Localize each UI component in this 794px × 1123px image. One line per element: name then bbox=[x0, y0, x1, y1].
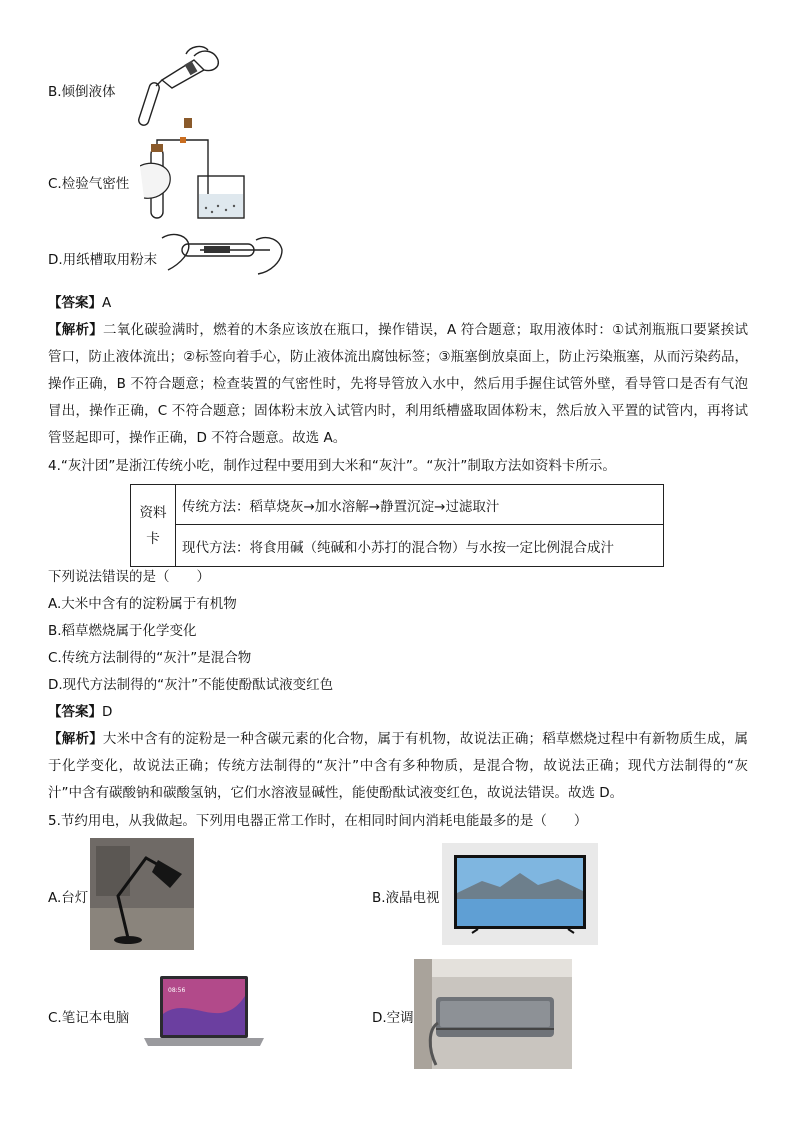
laptop-clock: 08:56 bbox=[168, 987, 186, 994]
q4-option-a: A.大米中含有的淀粉属于有机物 bbox=[48, 596, 237, 612]
q3-analysis-text: 二氧化碳验满时，燃着的木条应该放在瓶口，操作错误，A 符合题意；取用液体时：①试剂瓶瓶口要紧挨试管口，防止液体流出；②标签向着手心，防止液体流出腐蚀标签；③瓶塞倒放桌面上，防止污染瓶塞，从而污染药品，操作正确，B 不符合题意；检查装置的气密性时，先将导管放入水中，然后用手握住试管外壁，看导管口是否有气泡冒出，操作正确，C 不符合题意；固体粉末放入试管内时，利用纸槽盛取固体粉末，然后放入平置的试管内，再将试管竖起即可，操作正确，D 不符合题意。故选 A。 bbox=[48, 322, 748, 446]
q3-option-d: D.用纸槽取用粉末 bbox=[48, 252, 158, 268]
q5-option-d: D.空调 bbox=[372, 1010, 414, 1026]
q4-question: 下列说法错误的是（ ） bbox=[48, 569, 210, 585]
q5-option-b: B.液晶电视 bbox=[372, 890, 440, 906]
card-head: 资料卡 bbox=[131, 485, 176, 567]
q4-analysis-text: 大米中含有的淀粉是一种含碳元素的化合物，属于有机物，故说法正确；稻草燃烧过程中有新物质生成，属于化学变化，故说法正确；传统方法制得的“灰汁”中含有多种物质，是混合物，故说法正确；现代方法制得的“灰汁”中含有碳酸钠和碳酸氢钠，它们水溶液显碱性，能使酚酞试液变红色，故说法错误。故选 D。 bbox=[48, 731, 749, 801]
paper-trough-illustration bbox=[160, 228, 284, 282]
q5-option-c: C.笔记本电脑 bbox=[48, 1010, 130, 1026]
q3-analysis-tag: 【解析】 bbox=[48, 322, 104, 338]
q4-answer bbox=[48, 699, 112, 726]
q4-analysis-tag: 【解析】 bbox=[48, 731, 103, 747]
q4-option-c: C.传统方法制得的“灰汁”是混合物 bbox=[48, 650, 252, 666]
q4-option-b: B.稻草燃烧属于化学变化 bbox=[48, 623, 197, 639]
desk-lamp-photo bbox=[90, 838, 194, 950]
q4-stem: 4.“灰汁团”是浙江传统小吃，制作过程中要用到大米和“灰汁”。“灰汁”制取方法如资料卡所示。 bbox=[48, 458, 616, 474]
card-row-modern: 现代方法：将食用碱（纯碱和小苏打的混合物）与水按一定比例混合成汁 bbox=[176, 525, 664, 567]
q3-answer-tag: 【答案】 bbox=[48, 295, 102, 311]
q4-option-d: D.现代方法制得的“灰汁”不能使酚酞试液变红色 bbox=[48, 677, 334, 693]
card-row-traditional: 传统方法：稻草烧灰→加水溶解→静置沉淀→过滤取汁 bbox=[176, 485, 664, 525]
q3-answer bbox=[48, 290, 111, 317]
air-conditioner-photo bbox=[414, 959, 572, 1069]
q3-analysis bbox=[48, 317, 748, 452]
q5-option-a: A.台灯 bbox=[48, 890, 89, 906]
q5-stem: 5.节约用电，从我做起。下列用电器正常工作时，在相同时间内消耗电能最多的是（ ） bbox=[48, 813, 588, 829]
q3-answer-value: A bbox=[102, 295, 112, 311]
q3-option-c: C.检验气密性 bbox=[48, 176, 130, 192]
q4-analysis bbox=[48, 726, 748, 807]
data-card-table bbox=[130, 484, 664, 567]
q3-option-b: B.倾倒液体 bbox=[48, 84, 116, 100]
airtightness-test-illustration bbox=[140, 116, 270, 224]
laptop-photo bbox=[140, 974, 268, 1052]
q4-answer-value: D bbox=[102, 704, 113, 720]
lcd-tv-photo bbox=[442, 843, 598, 945]
q4-answer-tag: 【答案】 bbox=[48, 704, 102, 720]
